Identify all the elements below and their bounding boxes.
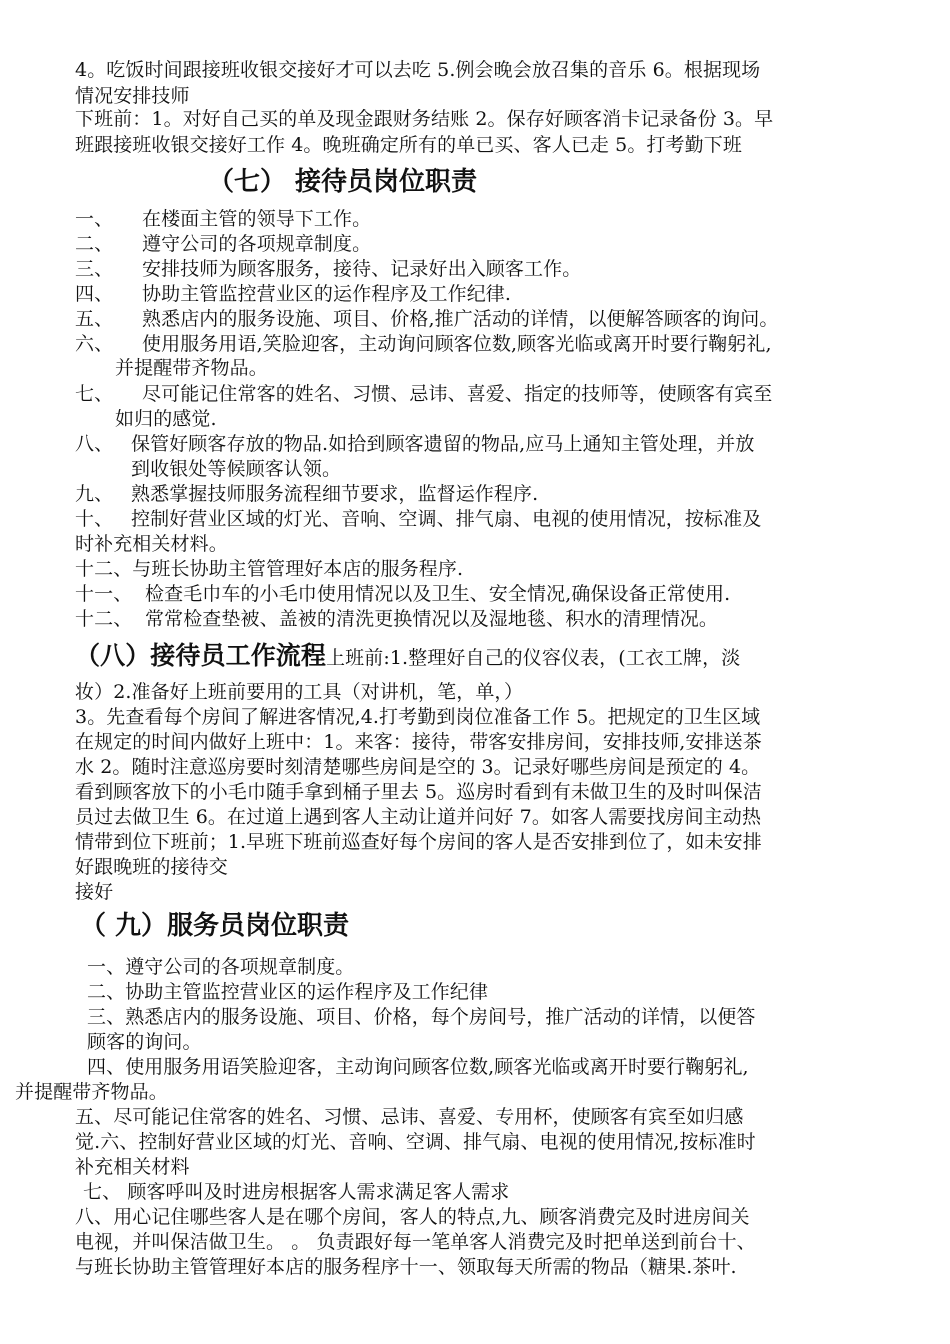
list-item-continuation: 并提醒带齐物品。 [115,357,268,379]
text-line: 水 2。随时注意巡房要时刻清楚哪些房间是空的 3。记录好哪些房间是预定的 4。 [75,756,761,778]
text-line: 情况安排技师 [75,85,190,107]
list-item: 九、 熟悉掌握技师服务流程细节要求，监督运作程序. [75,483,539,505]
text-line: 班跟接班收银交接好工作 4。晚班确定所有的单已买、客人已走 5。打考勤下班 [75,134,742,156]
section-7-title: （七） 接待员岗位职责 [208,167,478,197]
text-line: 在规定的时间内做好上班中：1。来客：接待，带客安排房间，安排技师,安排送茶 [75,731,762,753]
text-line: 员过去做卫生 6。在过道上遇到客人主动让道并问好 7。如客人需要找房间主动热 [75,806,762,828]
text-line: 顾客的询问。 [87,1031,202,1053]
list-item: 十一、 检查毛巾车的小毛巾使用情况以及卫生、安全情况,确保设备正常使用. [75,583,731,605]
list-item: 五、 熟悉店内的服务设施、项目、价格,推广活动的详情，以便解答顾客的询问。 [75,308,779,330]
text-line: 3。先查看每个房间了解进客情况,4.打考勤到岗位准备工作 5。把规定的卫生区域 [75,706,761,728]
list-item: 八、 保管好顾客存放的物品.如拾到顾客遗留的物品,应马上通知主管处理，并放 [75,433,755,455]
text-line: 并提醒带齐物品。 [15,1081,168,1103]
text-line: 七、 顾客呼叫及时进房根据客人需求满足客人需求 [83,1181,510,1203]
list-item: 七、 尽可能记住常客的姓名、习惯、忌讳、喜爱、指定的技师等，使顾客有宾至 [75,383,773,405]
list-item: 二、 遵守公司的各项规章制度。 [75,233,372,255]
list-item: 十二、 常常检查垫被、盖被的清洗更换情况以及湿地毯、积水的清理情况。 [75,608,719,630]
list-item-continuation: 时补充相关材料。 [75,533,228,555]
text-line: 妆）2.准备好上班前要用的工具（对讲机，笔，单，） [75,681,524,703]
text-line: 五、尽可能记住常客的姓名、习惯、忌讳、喜爱、专用杯，使顾客有宾至如归感 [75,1106,744,1128]
text-line: 二、协助主管监控营业区的运作程序及工作纪律 [87,981,489,1003]
section-8-heading-line: （八）接待员工作流程上班前:1.整理好自己的仪容仪表，(工衣工牌，淡 [75,641,741,670]
list-item: 十二、与班长协助主管管理好本店的服务程序. [75,558,464,580]
list-item: 三、 安排技师为顾客服务，接待、记录好出入顾客工作。 [75,258,582,280]
text-line: 下班前：1。对好自己买的单及现金跟财务结账 2。保存好顾客消卡记录备份 3。早 [75,108,774,130]
text-line: 情带到位下班前；1.早班下班前巡查好每个房间的客人是否安排到位了，如未安排 [75,831,762,853]
text-line: 电视，并叫保洁做卫生。 。 负责跟好每一笔单客人消费完及时把单送到前台十、 [75,1231,756,1253]
text-line: 一、遵守公司的各项规章制度。 [87,956,355,978]
text-line: 与班长协助主管管理好本店的服务程序十一、领取每天所需的物品（糖果.茶叶. [75,1256,737,1278]
text-line: 看到顾客放下的小毛巾随手拿到桶子里去 5。巡房时看到有未做卫生的及时叫保洁 [75,781,762,803]
list-item: 十、 控制好营业区域的灯光、音响、空调、排气扇、电视的使用情况，按标准及 [75,508,762,530]
text-line: 好跟晚班的接待交 [75,856,228,878]
text-line: 补充相关材料 [75,1156,190,1178]
text-line: 4。吃饭时间跟接班收银交接好才可以去吃 5.例会晚会放召集的音乐 6。根据现场 [75,59,761,81]
list-item: 一、 在楼面主管的领导下工作。 [75,208,372,230]
section-8-title: （八）接待员工作流程 [75,641,327,670]
text-line: 三、熟悉店内的服务设施、项目、价格，每个房间号，推广活动的详情，以便答 [87,1006,756,1028]
text-line: 八、用心记住哪些客人是在哪个房间，客人的特点,九、顾客消费完及时进房间关 [75,1206,750,1228]
list-item: 四、 协助主管监控营业区的运作程序及工作纪律. [75,283,512,305]
text-line: 觉.六、控制好营业区域的灯光、音响、空调、排气扇、电视的使用情况,按标准时 [75,1131,756,1153]
text-line: 四、使用服务用语笑脸迎客，主动询问顾客位数,顾客光临或离开时要行鞠躬礼, [87,1056,749,1078]
section-9-title: （ 九）服务员岗位职责 [80,911,350,941]
list-item-continuation: 如归的感觉. [115,408,217,430]
list-item: 六、 使用服务用语,笑脸迎客，主动询问顾客位数,顾客光临或离开时要行鞠躬礼, [75,333,772,355]
list-item-continuation: 到收银处等候顾客认领。 [131,458,342,480]
text-line: 接好 [75,881,114,903]
